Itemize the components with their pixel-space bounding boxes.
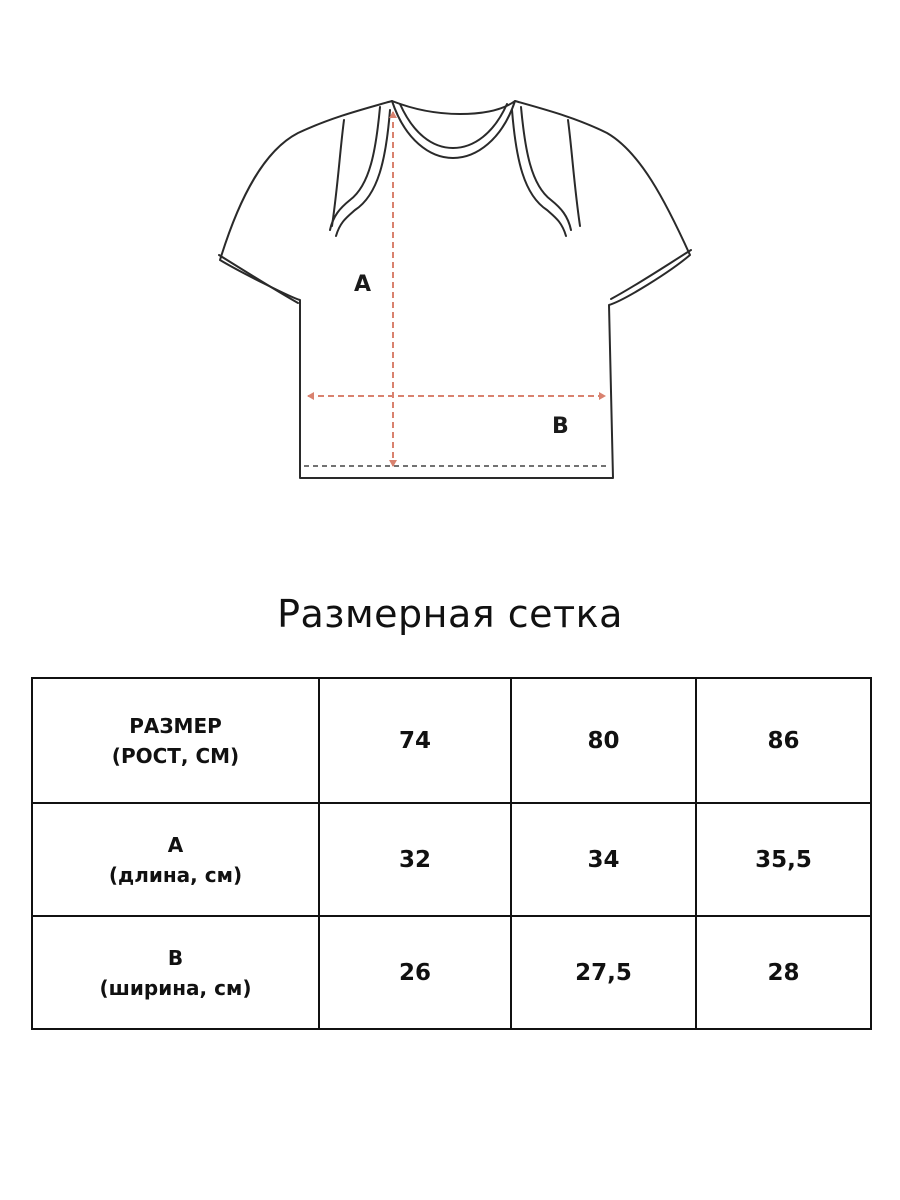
tshirt-diagram [0,0,900,520]
table-cell: 27,5 [511,916,696,1029]
table-cell: 80 [511,678,696,803]
tshirt-outline [219,101,691,478]
table-cell: 32 [319,803,511,916]
dimension-a-label: A [354,272,372,297]
row-header-title: A [167,832,184,857]
dimension-b-label: B [552,414,569,439]
table-row [32,678,871,803]
size-table [31,677,872,1030]
table-cell: 35,5 [696,803,871,916]
row-header-unit: (длина, см) [108,862,243,887]
row-header-size [32,678,319,803]
table-cell: 34 [511,803,696,916]
table-row [32,803,871,916]
row-header-unit: (РОСТ, СМ) [111,743,240,768]
row-header-length [32,803,319,916]
table-row [32,916,871,1029]
page-title: Размерная сетка [277,592,623,636]
row-header-width [32,916,319,1029]
table-cell: 26 [319,916,511,1029]
row-header-unit: (ширина, см) [99,975,252,1000]
table-cell: 74 [319,678,511,803]
row-header-title: B [167,945,184,970]
row-header-title: РАЗМЕР [129,713,222,738]
table-cell: 28 [696,916,871,1029]
table-cell: 86 [696,678,871,803]
